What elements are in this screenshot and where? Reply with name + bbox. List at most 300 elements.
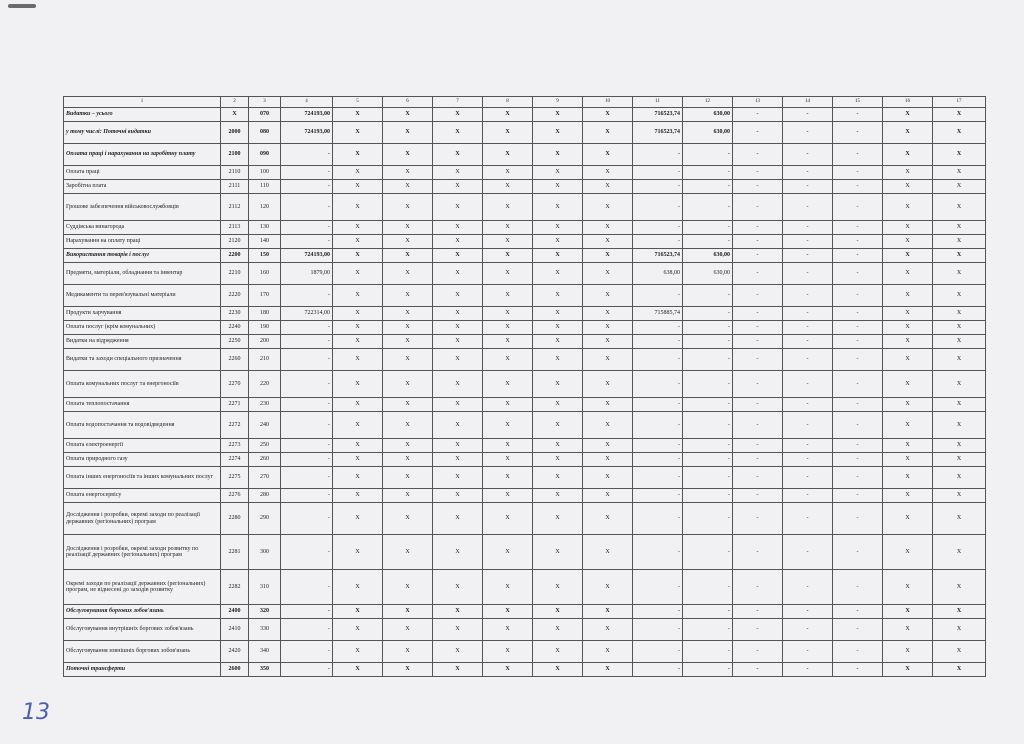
cell-c16: Х [883,641,933,663]
column-number-11: 11 [633,97,683,108]
column-number-4: 4 [281,97,333,108]
cell-c4: - [281,221,333,235]
cell-c17: Х [933,535,986,570]
cell-c8: Х [483,335,533,349]
cell-c11: - [633,321,683,335]
cell-c14: - [783,321,833,335]
cell-c12: - [683,453,733,467]
cell-c8: Х [483,249,533,263]
row-label: Оплата послуг (крім комунальних) [64,321,221,335]
column-number-2: 2 [221,97,249,108]
table-row [64,535,986,570]
row-label: Оплата праці [64,166,221,180]
cell-c12: - [683,663,733,677]
column-number-5: 5 [333,97,383,108]
cell-c16: Х [883,619,933,641]
cell-c7: Х [433,180,483,194]
cell-c15: - [833,439,883,453]
row-label: Видатки та заходи спеціального призначення [64,349,221,371]
kekv-code: 2276 [221,489,249,503]
cell-c15: - [833,180,883,194]
cell-c13: - [733,166,783,180]
cell-c16: Х [883,535,933,570]
line-code: 270 [249,467,281,489]
cell-c10: Х [583,235,633,249]
cell-c6: Х [383,249,433,263]
cell-c12: - [683,221,733,235]
table-row [64,663,986,677]
cell-c8: Х [483,235,533,249]
line-code: 210 [249,349,281,371]
line-code: 070 [249,108,281,122]
cell-c11: - [633,641,683,663]
row-label: Оплата електроенергії [64,439,221,453]
cell-c9: Х [533,605,583,619]
table-row [64,108,986,122]
cell-c4: 724193,00 [281,108,333,122]
cell-c13: - [733,307,783,321]
cell-c9: Х [533,398,583,412]
cell-c9: Х [533,335,583,349]
cell-c11: 715885,74 [633,307,683,321]
cell-c15: - [833,605,883,619]
cell-c14: - [783,108,833,122]
cell-c6: Х [383,166,433,180]
cell-c13: - [733,371,783,398]
cell-c17: Х [933,285,986,307]
cell-c13: - [733,349,783,371]
cell-c7: Х [433,453,483,467]
column-number-6: 6 [383,97,433,108]
cell-c10: Х [583,398,633,412]
cell-c7: Х [433,335,483,349]
cell-c16: Х [883,503,933,535]
cell-c5: Х [333,263,383,285]
line-code: 260 [249,453,281,467]
kekv-code: 2260 [221,349,249,371]
line-code: 150 [249,249,281,263]
cell-c6: Х [383,439,433,453]
cell-c7: Х [433,467,483,489]
cell-c4: - [281,489,333,503]
cell-c4: 724193,00 [281,249,333,263]
cell-c9: Х [533,489,583,503]
line-code: 310 [249,570,281,605]
cell-c17: Х [933,570,986,605]
cell-c15: - [833,249,883,263]
cell-c4: 724193,00 [281,122,333,144]
kekv-code: 2110 [221,166,249,180]
cell-c6: Х [383,194,433,221]
row-label: Оплата водопостачання та водовідведення [64,412,221,439]
cell-c15: - [833,335,883,349]
cell-c7: Х [433,439,483,453]
cell-c7: Х [433,412,483,439]
table-row [64,570,986,605]
cell-c4: - [281,371,333,398]
cell-c17: Х [933,122,986,144]
cell-c6: Х [383,503,433,535]
cell-c16: Х [883,349,933,371]
cell-c5: Х [333,439,383,453]
cell-c13: - [733,535,783,570]
line-code: 220 [249,371,281,398]
cell-c14: - [783,412,833,439]
row-label: Оплата праці і нарахування на заробітну плату [64,144,221,166]
table-row [64,180,986,194]
cell-c9: Х [533,535,583,570]
row-label: Суддівська винагорода [64,221,221,235]
cell-c6: Х [383,263,433,285]
cell-c13: - [733,263,783,285]
cell-c14: - [783,439,833,453]
cell-c9: Х [533,194,583,221]
cell-c17: Х [933,321,986,335]
cell-c9: Х [533,307,583,321]
cell-c9: Х [533,221,583,235]
cell-c8: Х [483,489,533,503]
cell-c10: Х [583,641,633,663]
cell-c13: - [733,235,783,249]
kekv-code: 2274 [221,453,249,467]
cell-c12: - [683,144,733,166]
cell-c8: Х [483,619,533,641]
cell-c13: - [733,398,783,412]
cell-c15: - [833,108,883,122]
cell-c5: Х [333,180,383,194]
cell-c16: Х [883,122,933,144]
cell-c11: - [633,570,683,605]
cell-c4: - [281,663,333,677]
cell-c6: Х [383,285,433,307]
cell-c9: Х [533,166,583,180]
row-label: Медикаменти та перев'язувальні матеріали [64,285,221,307]
kekv-code: 2230 [221,307,249,321]
row-label: у тому числі: Поточні видатки [64,122,221,144]
cell-c13: - [733,605,783,619]
cell-c15: - [833,263,883,285]
cell-c5: Х [333,489,383,503]
row-label: Продукти харчування [64,307,221,321]
table-row [64,371,986,398]
cell-c17: Х [933,335,986,349]
cell-c5: Х [333,535,383,570]
table-row [64,144,986,166]
cell-c17: Х [933,439,986,453]
cell-c15: - [833,349,883,371]
cell-c12: - [683,285,733,307]
cell-c12: 630,00 [683,249,733,263]
cell-c6: Х [383,122,433,144]
cell-c14: - [783,221,833,235]
cell-c8: Х [483,180,533,194]
cell-c11: 716523,74 [633,249,683,263]
cell-c17: Х [933,194,986,221]
cell-c6: Х [383,605,433,619]
cell-c8: Х [483,605,533,619]
cell-c13: - [733,249,783,263]
kekv-code: 2113 [221,221,249,235]
cell-c6: Х [383,180,433,194]
cell-c6: Х [383,144,433,166]
cell-c12: - [683,335,733,349]
cell-c16: Х [883,144,933,166]
row-label: Поточні трансферти [64,663,221,677]
cell-c5: Х [333,307,383,321]
row-label: Заробітна плата [64,180,221,194]
cell-c6: Х [383,412,433,439]
kekv-code: 2210 [221,263,249,285]
cell-c16: Х [883,263,933,285]
cell-c8: Х [483,570,533,605]
cell-c17: Х [933,235,986,249]
cell-c9: Х [533,371,583,398]
cell-c12: - [683,371,733,398]
cell-c16: Х [883,489,933,503]
cell-c7: Х [433,605,483,619]
cell-c6: Х [383,489,433,503]
cell-c17: Х [933,467,986,489]
cell-c15: - [833,503,883,535]
row-label: Нарахування на оплату праці [64,235,221,249]
cell-c15: - [833,489,883,503]
column-number-16: 16 [883,97,933,108]
cell-c7: Х [433,371,483,398]
column-number-17: 17 [933,97,986,108]
table-row [64,307,986,321]
cell-c14: - [783,144,833,166]
cell-c11: - [633,194,683,221]
cell-c14: - [783,467,833,489]
cell-c16: Х [883,249,933,263]
table-row [64,398,986,412]
cell-c10: Х [583,349,633,371]
cell-c16: Х [883,221,933,235]
cell-c14: - [783,263,833,285]
cell-c9: Х [533,180,583,194]
row-label: Оплата енергосервісу [64,489,221,503]
table-row [64,285,986,307]
cell-c14: - [783,235,833,249]
cell-c8: Х [483,439,533,453]
cell-c6: Х [383,663,433,677]
line-code: 100 [249,166,281,180]
cell-c8: Х [483,467,533,489]
cell-c15: - [833,453,883,467]
cell-c16: Х [883,467,933,489]
cell-c10: Х [583,535,633,570]
cell-c5: Х [333,122,383,144]
kekv-code: 2112 [221,194,249,221]
cell-c14: - [783,398,833,412]
scan-mark [8,4,36,8]
row-label: Обслуговування внутрішніх боргових зобов'язань [64,619,221,641]
cell-c4: - [281,605,333,619]
cell-c13: - [733,412,783,439]
cell-c5: Х [333,371,383,398]
cell-c15: - [833,398,883,412]
column-number-8: 8 [483,97,533,108]
kekv-code: 2273 [221,439,249,453]
cell-c14: - [783,166,833,180]
cell-c13: - [733,453,783,467]
cell-c7: Х [433,535,483,570]
cell-c4: - [281,144,333,166]
cell-c4: - [281,335,333,349]
row-label: Предмети, матеріали, обладнання та інвентар [64,263,221,285]
cell-c4: 722314,00 [281,307,333,321]
cell-c17: Х [933,349,986,371]
cell-c9: Х [533,349,583,371]
cell-c11: - [633,605,683,619]
cell-c10: Х [583,467,633,489]
cell-c11: - [633,467,683,489]
cell-c17: Х [933,144,986,166]
cell-c12: 630,00 [683,263,733,285]
cell-c8: Х [483,663,533,677]
cell-c16: Х [883,371,933,398]
cell-c16: Х [883,108,933,122]
cell-c7: Х [433,166,483,180]
cell-c11: - [633,221,683,235]
cell-c17: Х [933,619,986,641]
cell-c11: - [633,166,683,180]
cell-c13: - [733,180,783,194]
cell-c11: - [633,489,683,503]
line-code: 250 [249,439,281,453]
cell-c11: - [633,439,683,453]
cell-c9: Х [533,619,583,641]
cell-c4: - [281,641,333,663]
cell-c8: Х [483,108,533,122]
cell-c13: - [733,285,783,307]
table-row [64,412,986,439]
cell-c9: Х [533,503,583,535]
cell-c10: Х [583,307,633,321]
cell-c8: Х [483,412,533,439]
cell-c15: - [833,467,883,489]
cell-c13: - [733,335,783,349]
cell-c12: - [683,489,733,503]
table-row [64,489,986,503]
cell-c14: - [783,453,833,467]
cell-c12: - [683,307,733,321]
cell-c11: 638,00 [633,263,683,285]
row-label: Окремі заходи по реалізації державних (регіональних) програм, не віднесені до заходів розвитку [64,570,221,605]
cell-c5: Х [333,249,383,263]
cell-c17: Х [933,371,986,398]
row-label: Оплата інших енергоносіїв та інших комунальних послуг [64,467,221,489]
cell-c17: Х [933,605,986,619]
column-number-row [64,97,986,108]
cell-c16: Х [883,321,933,335]
cell-c12: - [683,398,733,412]
cell-c14: - [783,570,833,605]
cell-c17: Х [933,108,986,122]
cell-c5: Х [333,453,383,467]
cell-c16: Х [883,335,933,349]
line-code: 120 [249,194,281,221]
cell-c6: Х [383,108,433,122]
cell-c11: - [633,663,683,677]
row-label: Видатки – усього [64,108,221,122]
cell-c6: Х [383,335,433,349]
line-code: 080 [249,122,281,144]
cell-c16: Х [883,166,933,180]
cell-c9: Х [533,439,583,453]
line-code: 290 [249,503,281,535]
cell-c8: Х [483,194,533,221]
cell-c5: Х [333,349,383,371]
table-row [64,194,986,221]
cell-c5: Х [333,663,383,677]
cell-c5: Х [333,321,383,335]
table-row [64,453,986,467]
cell-c14: - [783,641,833,663]
kekv-code: 2220 [221,285,249,307]
line-code: 230 [249,398,281,412]
cell-c14: - [783,249,833,263]
handwritten-page-number: 13 [22,700,50,725]
column-number-15: 15 [833,97,883,108]
cell-c12: - [683,641,733,663]
cell-c8: Х [483,349,533,371]
cell-c10: Х [583,321,633,335]
cell-c11: - [633,412,683,439]
cell-c8: Х [483,122,533,144]
cell-c7: Х [433,263,483,285]
line-code: 180 [249,307,281,321]
cell-c17: Х [933,307,986,321]
cell-c11: - [633,349,683,371]
cell-c5: Х [333,166,383,180]
cell-c12: - [683,535,733,570]
cell-c16: Х [883,570,933,605]
cell-c7: Х [433,285,483,307]
cell-c11: - [633,535,683,570]
cell-c4: - [281,619,333,641]
cell-c6: Х [383,467,433,489]
cell-c15: - [833,663,883,677]
cell-c10: Х [583,570,633,605]
cell-c17: Х [933,221,986,235]
cell-c4: - [281,194,333,221]
cell-c8: Х [483,285,533,307]
cell-c14: - [783,371,833,398]
cell-c9: Х [533,144,583,166]
cell-c4: - [281,439,333,453]
kekv-code: 2420 [221,641,249,663]
cell-c15: - [833,144,883,166]
cell-c12: - [683,321,733,335]
cell-c15: - [833,221,883,235]
kekv-code: 2280 [221,503,249,535]
cell-c5: Х [333,144,383,166]
cell-c17: Х [933,166,986,180]
cell-c4: - [281,180,333,194]
cell-c5: Х [333,605,383,619]
cell-c5: Х [333,285,383,307]
column-number-9: 9 [533,97,583,108]
cell-c13: - [733,467,783,489]
table-row [64,503,986,535]
cell-c7: Х [433,307,483,321]
cell-c8: Х [483,641,533,663]
cell-c13: - [733,144,783,166]
cell-c15: - [833,371,883,398]
expenditure-table [63,96,986,677]
cell-c4: - [281,398,333,412]
